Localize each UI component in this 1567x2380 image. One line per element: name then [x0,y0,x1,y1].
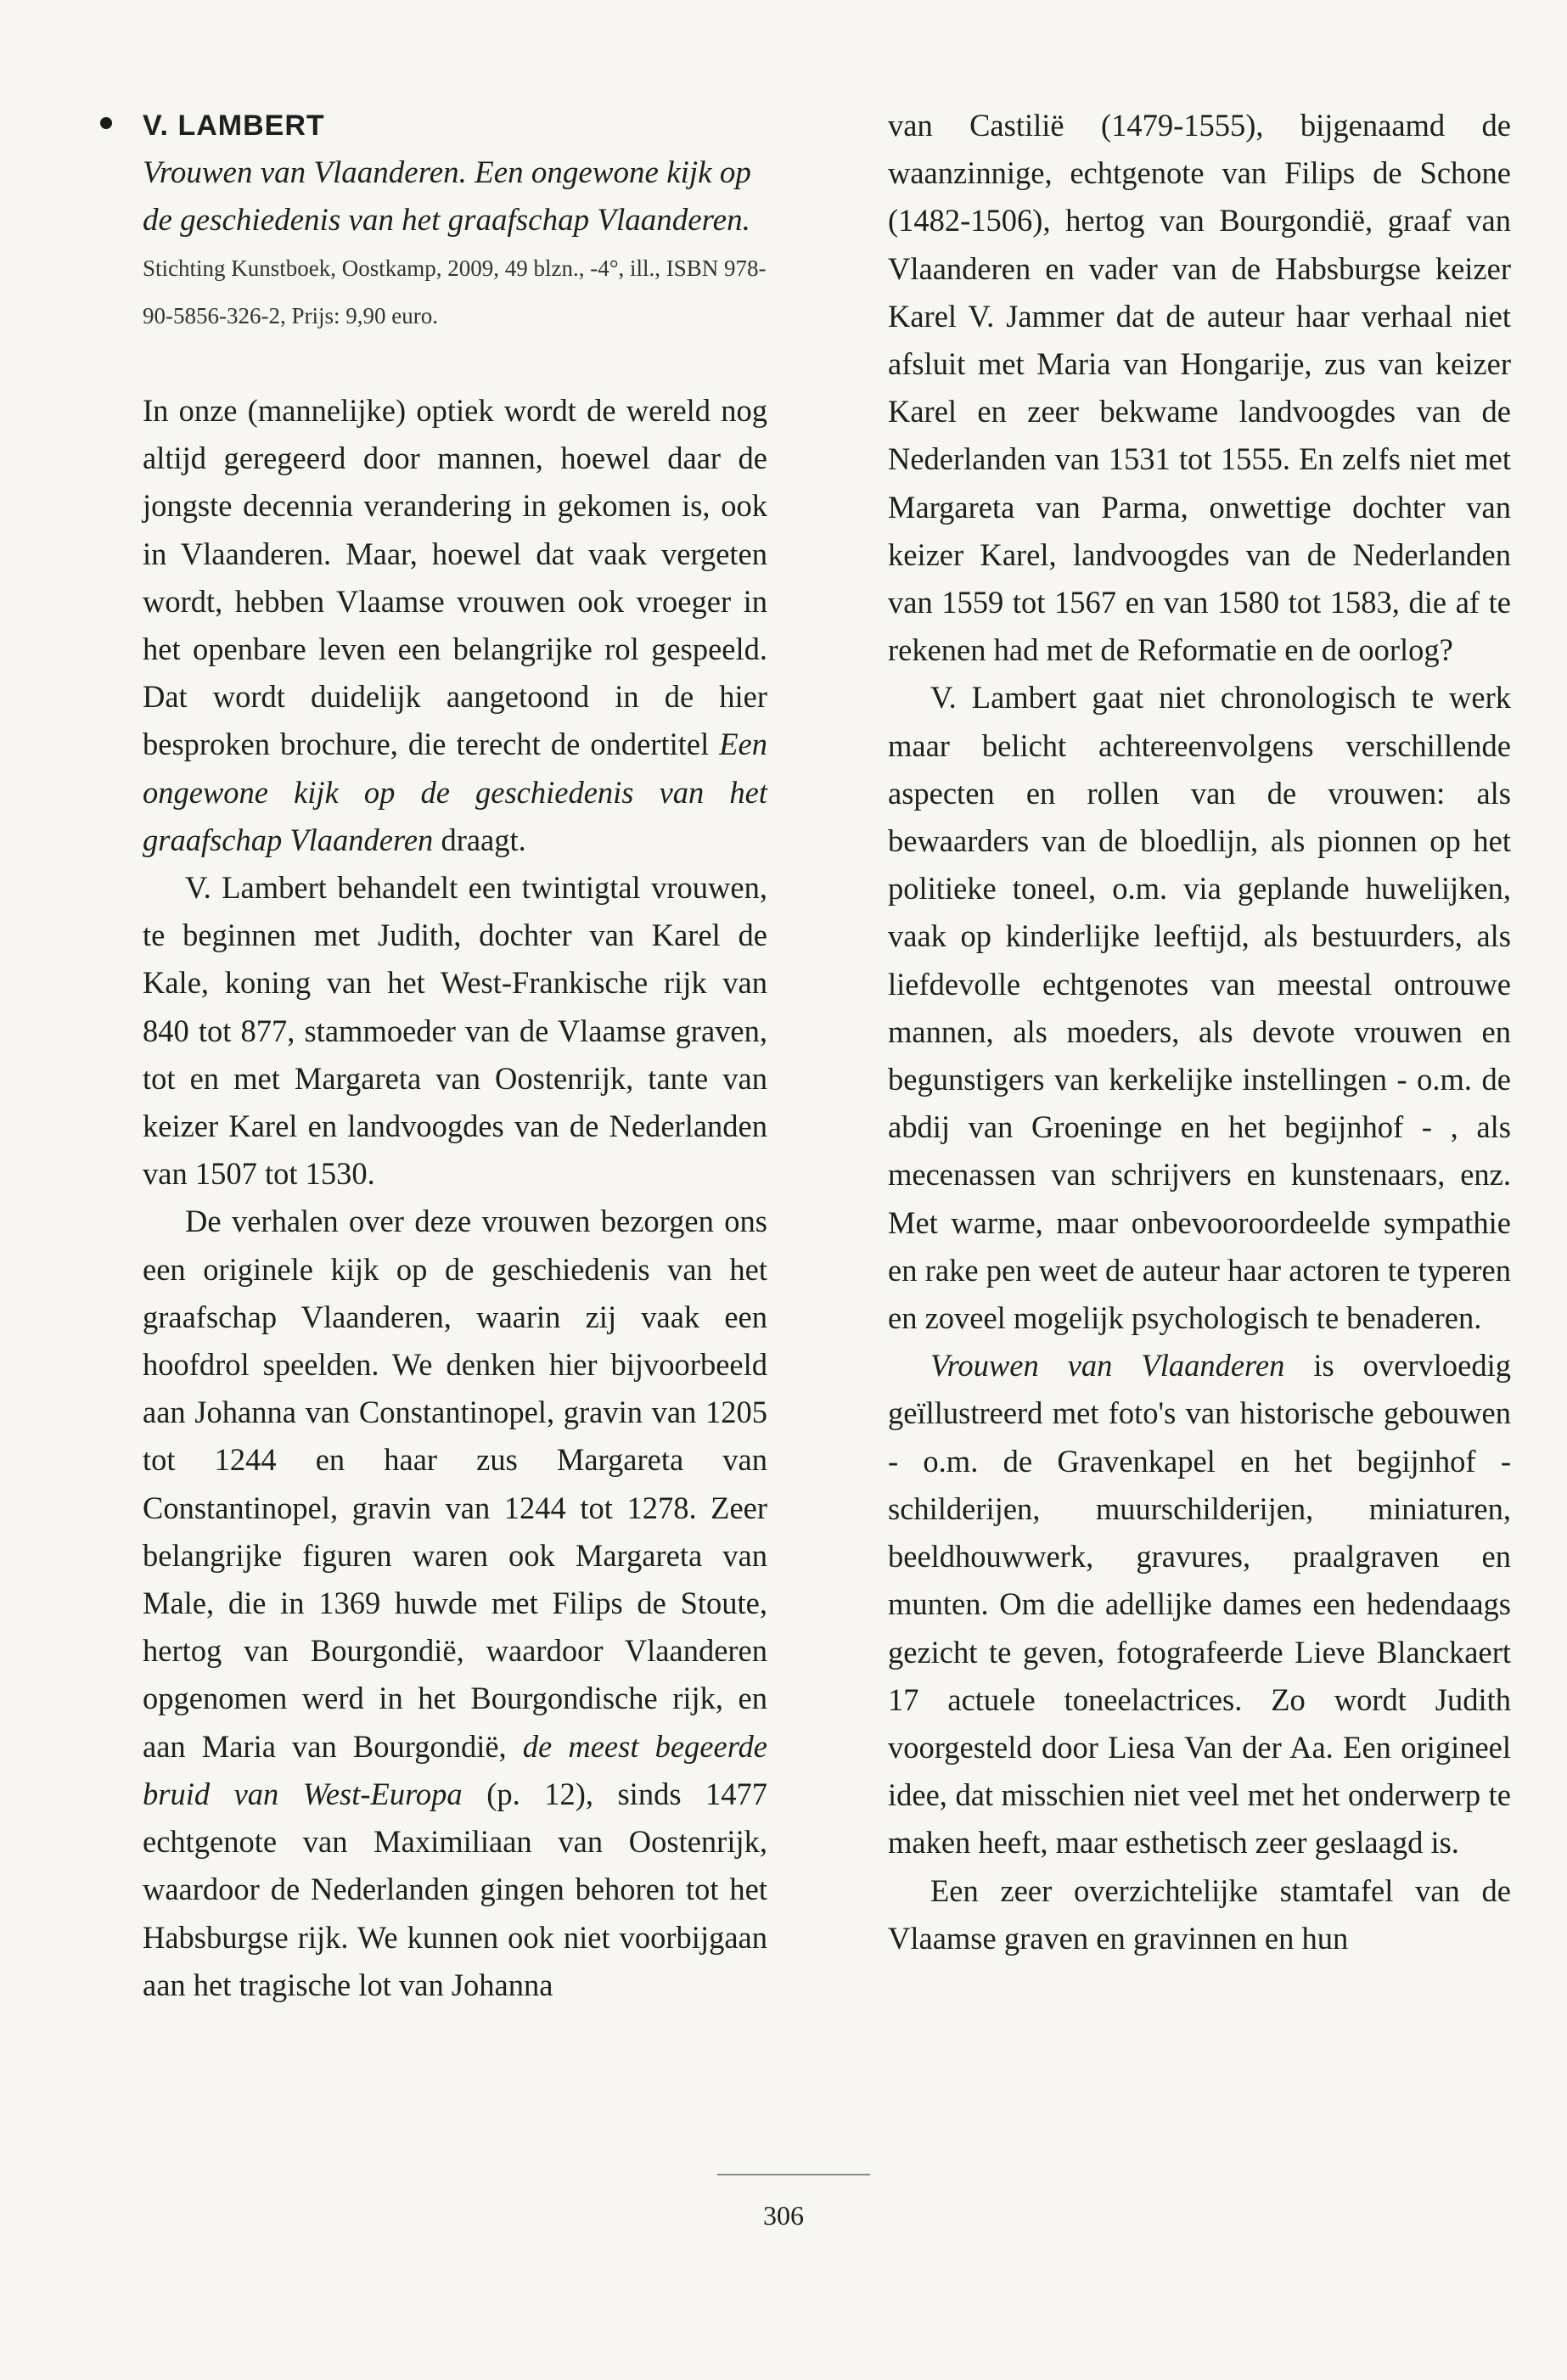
paragraph [143,1198,767,2008]
paragraph [143,387,767,864]
paragraph-text: De verhalen over deze vrouwen bezorgen ons een originele kijk op de geschiedenis van het graafschap Vlaanderen, waarin zij vaak een hoofdrol speelden. We denken hier bijvoorbeeld aan Johanna van Constantinopel, gravin van 1205 tot 1244 en haar zus Margareta van Constantinopel, gravin van 1244 tot 1278. Zeer belangrijke figuren waren ook Margareta van Male, die in 1369 huwde met Filips de Stoute, hertog van Bourgondië, waardoor Vlaanderen opgenomen werd in het Bourgondische rijk, en aan Maria van Bourgondië, [143,1204,767,1764]
paragraph: Een zeer overzichtelijke stamtafel van de Vlaamse graven en gravinnen en hun [888,1872,1511,1956]
book-title: Vrouwen van Vlaanderen. Een ongewone kijk op de geschiedenis van het graafschap Vlaanderen. [143,155,751,238]
paragraph [888,1342,1511,1866]
review-author: V. LAMBERT [143,109,325,142]
paragraph-italic: de meest begeerde [522,1728,767,1764]
left-column [143,102,767,2009]
bullet-marker [100,117,112,129]
paragraph-text: In onze (mannelijke) optiek wordt de wereld nog altijd geregeerd door mannen, hoewel daar de jongste decennia verandering in gekomen is, ook in Vlaanderen. Maar, hoewel dat vaak vergeten wordt, hebben Vlaamse vrouwen ook vroeger in het openbare leven een belangrijke rol gespeeld. Dat wordt duidelijk aangetoond in de hier besproken brochure, die terecht de ondertitel [143,393,767,762]
paragraph-text: draagt. [441,822,526,857]
paragraph: V. Lambert behandelt een twintigtal vrouwen, te beginnen met Judith, dochter van Karel de Kale, koning van het West-Frankische rijk van 840 tot 877, stammoeder van de Vlaamse graven, tot en met Margareta van Oostenrijk, tante van keizer Karel en landvoogdes van de Nederlanden van 1507 tot 1530. [143,870,767,1192]
paragraph-italic: bruid van West-Europa [143,1776,463,1811]
paragraph: van Castilië (1479-1555), bijgenaamd de waanzinnige, echtgenote van Filips de Schone (1482-1506), hertog van Bourgondië, graaf van Vlaanderen en vader van de Habsburgse keizer Karel V. Jammer dat de auteur haar verhaal niet afsluit met Maria van Hongarije, zus van keizer Karel en zeer bekwame landvoogdes van de Nederlanden van 1531 tot 1555. En zelfs niet met Margareta van Parma, onwettige dochter van keizer Karel, landvoogdes van de Nederlanden van 1559 tot 1567 en van 1580 tot 1583, die af te rekenen had met de Reformatie en de oorlog? [888,108,1511,668]
publication-details: Stichting Kunstboek, Oostkamp, 2009, 49 blzn., -4°, ill., ISBN 978-90-5856-326-2, Prijs: 9,90 euro. [143,255,767,328]
footer-rule [717,2174,870,2175]
paragraph-italic: Een ongewone kijk op de geschiedenis van het graafschap Vlaanderen [143,727,768,857]
page-number: 306 [763,2200,804,2231]
paragraph-text: (p. 12), sinds 1477 echtgenote van Maximiliaan van Oostenrijk, waardoor de Nederlanden gingen behoren tot het Habsburgse rijk. We kunnen ook niet voorbijgaan aan het tragische lot van Johanna [143,1776,768,2002]
paragraph: V. Lambert gaat niet chronologisch te werk maar belicht achtereenvolgens verschillende aspecten en rollen van de vrouwen: als bewaarders van de bloedlijn, als pionnen op het politieke toneel, o.m. via geplande huwelijken, vaak op kinderlijke leeftijd, als bestuurders, als liefdevolle echtgenotes van meestal ontrouwe mannen, als moeders, als devote vrouwen en begunstigers van kerkelijke instellingen - o.m. de abdij van Groeninge en het begijnhof - , als mecenassen van schrijvers en kunstenaars, enz. Met warme, maar onbevooroordeelde sympathie en rake pen weet de auteur haar actoren te typeren en zoveel mogelijk psychologisch te benaderen. [888,680,1511,1336]
right-column [888,102,1511,1962]
paragraph-italic: Vrouwen van Vlaanderen [930,1348,1285,1384]
paragraph-text: is overvloedig geïllustreerd met foto's van historische gebouwen - o.m. de Gravenkapel en het begijnhof - schilderijen, muurschilderijen, miniaturen, beeldhouwwerk, gravures, praalgraven en munten. Om die adellijke dames een hedendaags gezicht te geven, fotografeerde Lieve Blanckaert 17 actuele toneelactrices. Zo wordt Judith voorgesteld door Liesa Van der Aa. Een origineel idee, dat misschien niet veel met het onderwerp te maken heeft, maar esthetisch zeer geslaagd is. [888,1348,1511,1861]
